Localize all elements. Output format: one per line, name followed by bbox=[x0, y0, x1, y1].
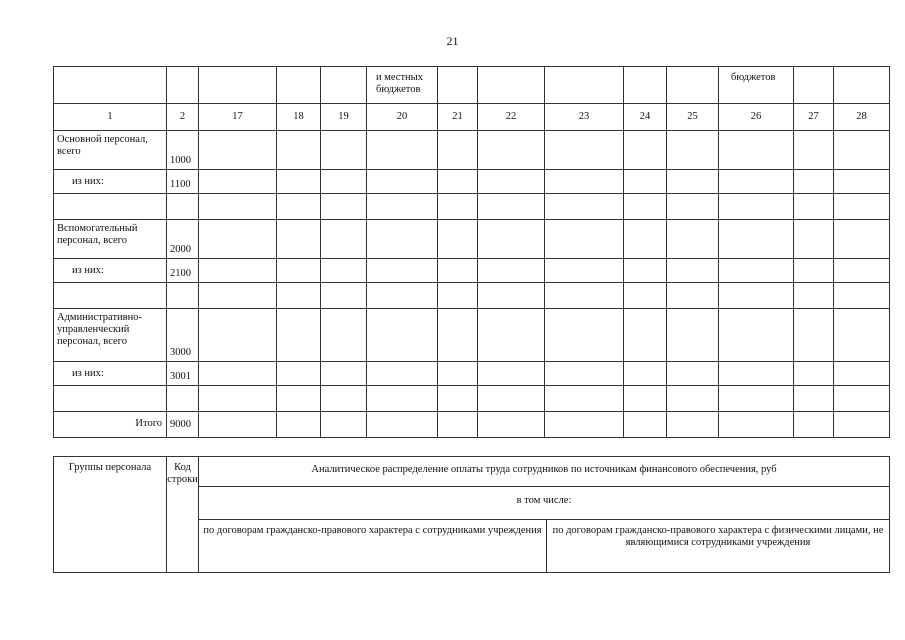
row-label bbox=[54, 283, 167, 309]
row-label bbox=[54, 194, 167, 220]
header-local-budgets: и местных бюджетов bbox=[367, 67, 438, 104]
code-header: Код строки bbox=[167, 457, 199, 573]
column-number: 21 bbox=[438, 104, 478, 131]
column-number: 17 bbox=[199, 104, 277, 131]
column-number: 23 bbox=[545, 104, 624, 131]
row-label bbox=[54, 386, 167, 412]
row-label: из них: bbox=[54, 259, 167, 283]
column-number: 18 bbox=[277, 104, 321, 131]
row-label: Итого bbox=[54, 412, 167, 438]
civil-contract-staff-header: по договорам гражданско-правового характера с сотрудниками учреждения bbox=[199, 520, 547, 573]
table-row bbox=[54, 283, 890, 309]
row-code bbox=[167, 194, 199, 220]
header-budgets: бюджетов bbox=[719, 67, 794, 104]
column-number: 1 bbox=[54, 104, 167, 131]
table-row bbox=[54, 362, 890, 386]
including-header: в том числе: bbox=[199, 487, 890, 520]
groups-header: Группы персонала bbox=[54, 457, 167, 573]
row-label: Вспомогательный персонал, всего bbox=[54, 220, 167, 259]
column-number: 28 bbox=[834, 104, 890, 131]
row-code: 1100 bbox=[167, 170, 199, 194]
table-row-total bbox=[54, 412, 890, 438]
column-number: 2 bbox=[167, 104, 199, 131]
column-number: 20 bbox=[367, 104, 438, 131]
table-row bbox=[54, 309, 890, 362]
civil-contract-individuals-header: по договорам гражданско-правового характера с физическими лицами, не являющимися сотрудниками учреждения bbox=[547, 520, 890, 573]
row-code: 9000 bbox=[167, 412, 199, 438]
column-number: 26 bbox=[719, 104, 794, 131]
column-number: 24 bbox=[624, 104, 667, 131]
table-row bbox=[54, 131, 890, 170]
row-label: из них: bbox=[54, 362, 167, 386]
row-code: 2000 bbox=[167, 220, 199, 259]
row-code: 3001 bbox=[167, 362, 199, 386]
table-row bbox=[54, 220, 890, 259]
column-number: 22 bbox=[478, 104, 545, 131]
row-label: Административно-управленческий персонал, всего bbox=[54, 309, 167, 362]
column-number-row bbox=[54, 104, 890, 131]
row-code bbox=[167, 386, 199, 412]
analytic-header: Аналитическое распределение оплаты труда сотрудников по источникам финансового обеспечения, руб bbox=[199, 457, 890, 487]
row-code: 3000 bbox=[167, 309, 199, 362]
column-number: 19 bbox=[321, 104, 367, 131]
row-code bbox=[167, 283, 199, 309]
row-label: из них: bbox=[54, 170, 167, 194]
header-fragment-row bbox=[54, 67, 890, 104]
table-row bbox=[54, 386, 890, 412]
table-row bbox=[54, 170, 890, 194]
column-number: 27 bbox=[794, 104, 834, 131]
table-row bbox=[54, 194, 890, 220]
analytic-distribution-table bbox=[53, 456, 890, 573]
row-label: Основной персонал, всего bbox=[54, 131, 167, 170]
personnel-payment-table bbox=[53, 66, 890, 438]
column-number: 25 bbox=[667, 104, 719, 131]
table-row bbox=[54, 259, 890, 283]
page-number: 21 bbox=[446, 34, 459, 48]
row-code: 1000 bbox=[167, 131, 199, 170]
row-code: 2100 bbox=[167, 259, 199, 283]
